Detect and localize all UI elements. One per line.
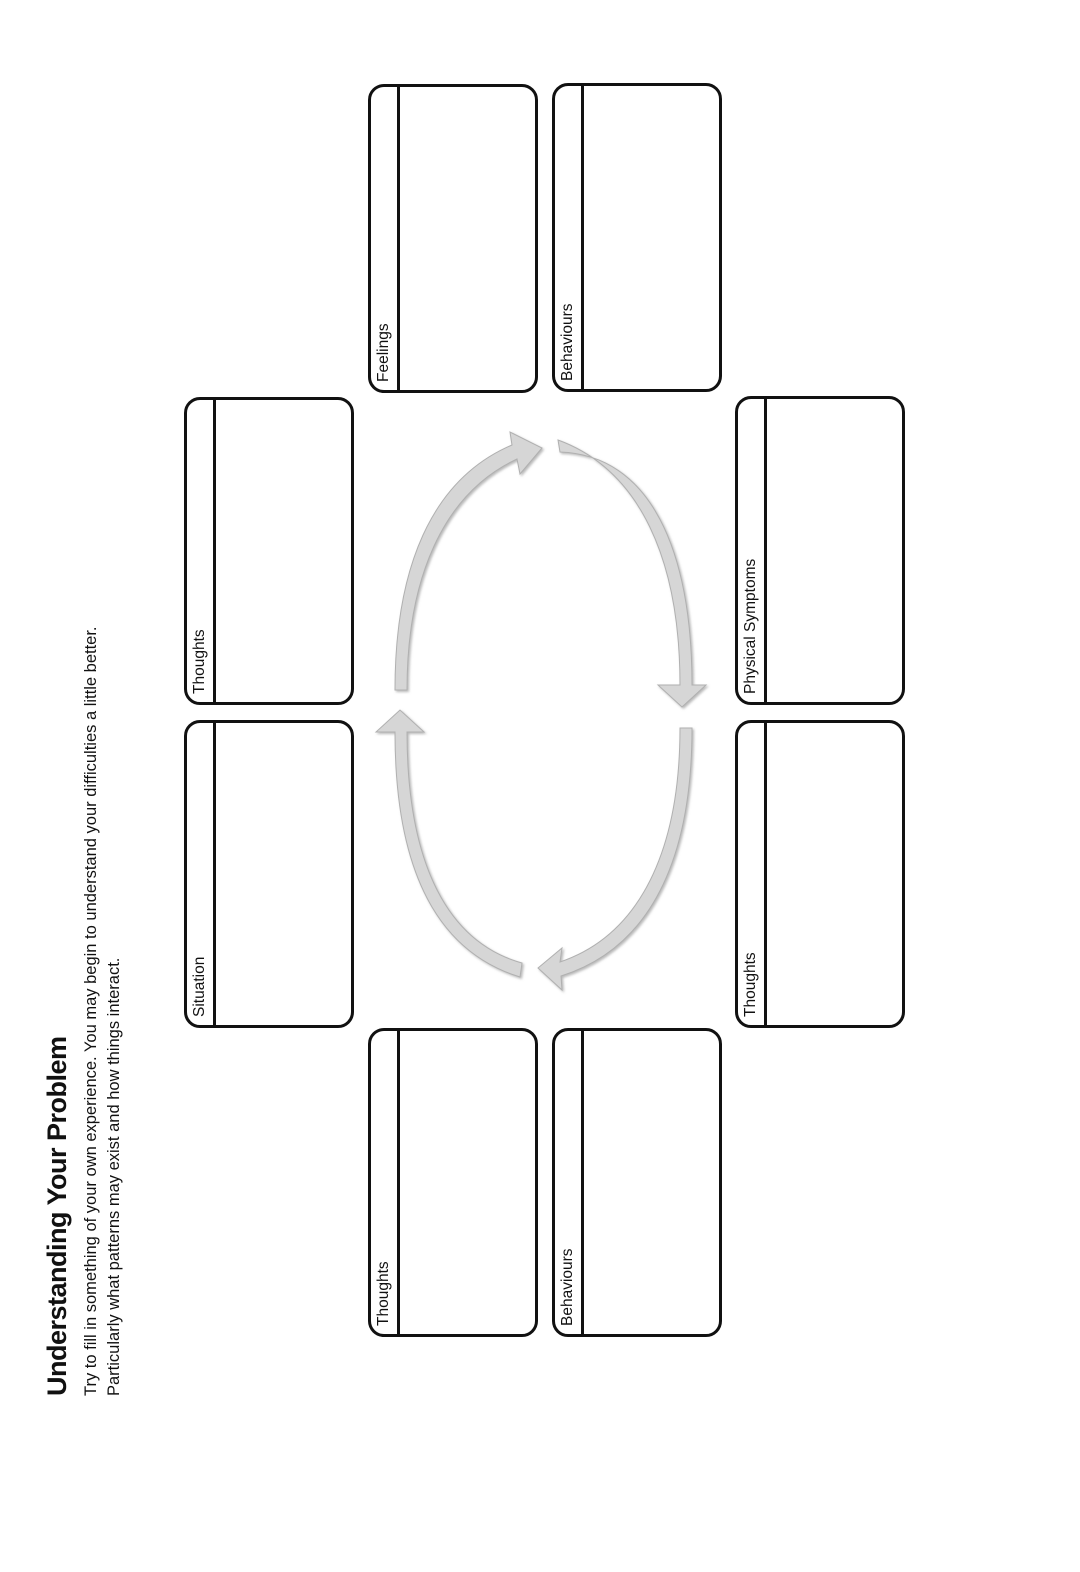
situation-label: Situation [191,956,208,1017]
arrow-up-right-icon [395,432,542,690]
thoughts-top-label: Thoughts [191,629,208,694]
arrow-down-left-icon [538,728,692,990]
thoughts-left-label: Thoughts [375,1261,392,1326]
behaviours-top-label: Behaviours [559,303,576,381]
thoughts-right-label: Thoughts [742,952,759,1017]
page-title: Understanding Your Problem [42,1036,72,1396]
behaviours-bottom-label: Behaviours [559,1248,576,1326]
intro-text-line2: Particularly what patterns may exist and how things interact. [105,957,123,1396]
arrow-down-right-icon [558,440,706,707]
feelings-label: Feelings [375,323,392,382]
intro-text-line1: Try to fill in something of your own experience. You may begin to understand your difficulties a little better. [82,626,100,1396]
arrow-up-left-icon [376,710,522,977]
physical-symptoms-label: Physical Symptoms [742,558,759,694]
